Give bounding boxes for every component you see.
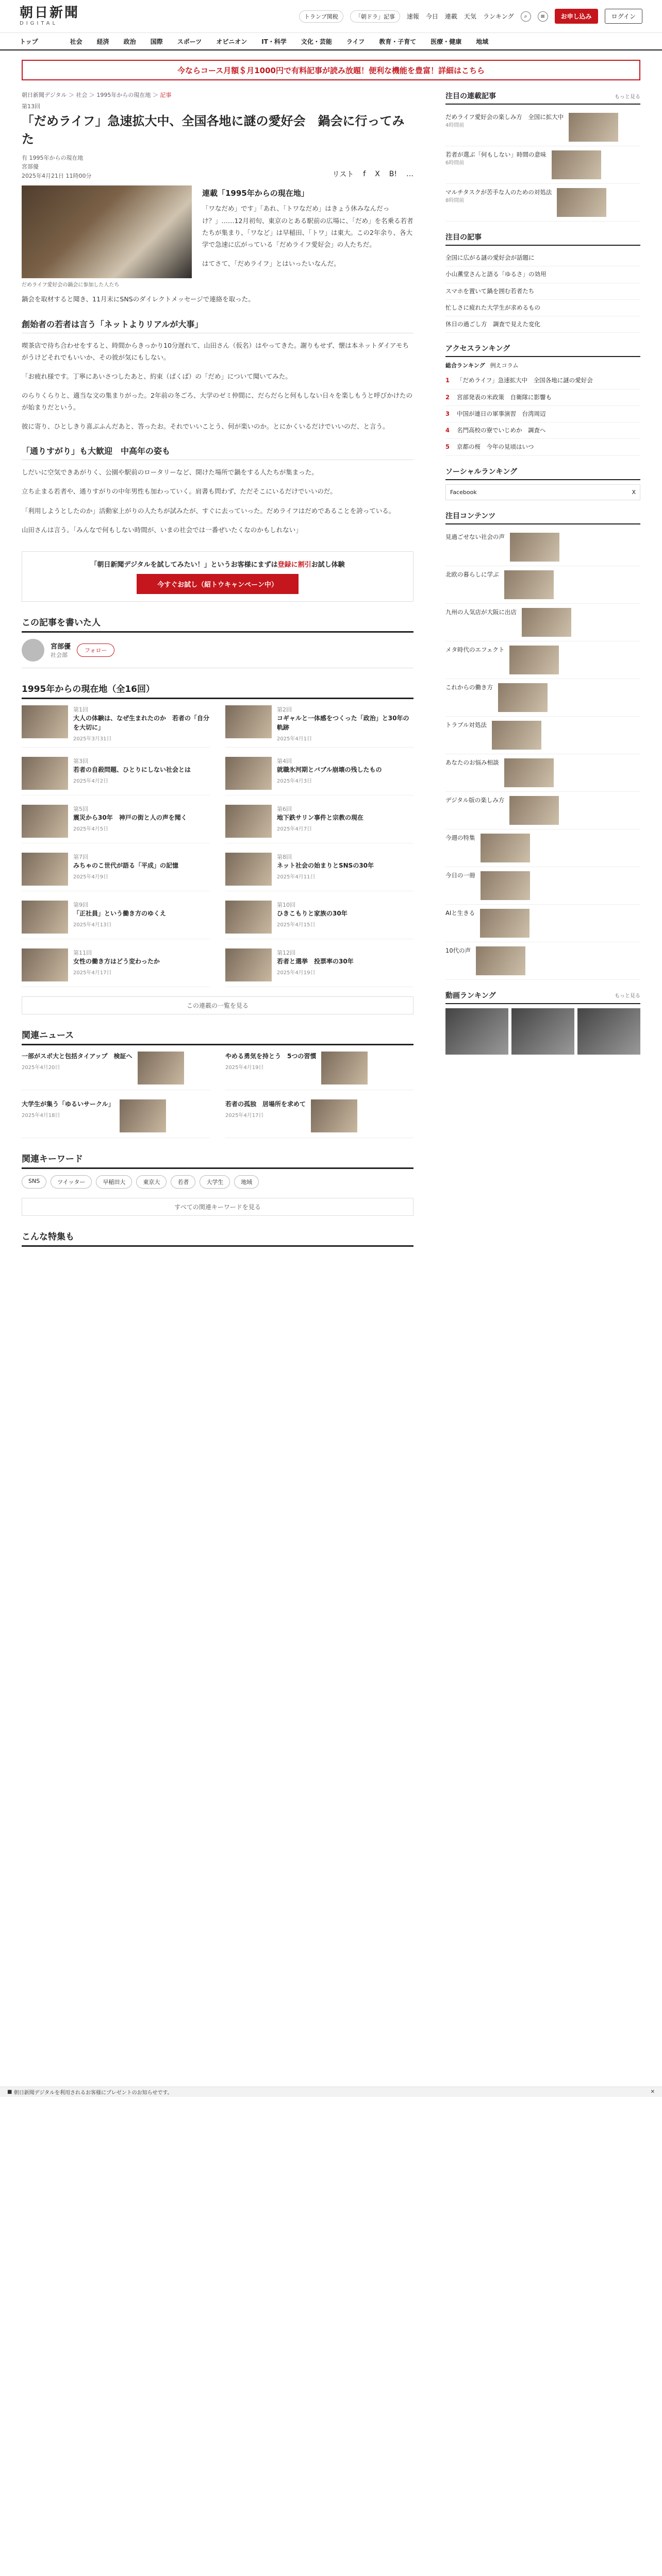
series-card[interactable]: 第11回 女性の働き方はどう変わったか 2025年4月17日 (22, 948, 210, 987)
facebook-icon[interactable]: Facebook (450, 488, 477, 496)
related-heading: 関連ニュース (22, 1028, 413, 1045)
thumbnail (22, 705, 68, 738)
sidebar-heading: アクセスランキング (445, 343, 640, 357)
tab-column[interactable]: 例えコラム (490, 362, 519, 369)
author-heading: この記事を書いた人 (22, 615, 413, 633)
content-item[interactable]: 北欧の暮らしに学ぶ (445, 566, 640, 604)
series-more-link[interactable]: この連載の一覧を見る (22, 996, 413, 1014)
thumbnail (225, 901, 272, 934)
series-card[interactable]: 第4回 就職氷河期とバブル崩壊の残したもの 2025年4月3日 (225, 757, 413, 795)
util-link-today[interactable]: 今日 (425, 13, 438, 20)
related-card[interactable]: やめる勇気を持とう 5つの習慣 2025年4月19日 (225, 1052, 413, 1090)
article-title: 「だめライフ」急速拡大中、全国各地に謎の愛好会 鍋会に行ってみた (22, 113, 405, 146)
more-icon[interactable]: … (406, 170, 413, 179)
author-role: 社会部 (51, 652, 68, 659)
sidebar-heading: 動画ランキング もっと見る (445, 990, 640, 1004)
social-widget (445, 484, 640, 500)
publish-date: 2025年4月21日 11時00分 (22, 172, 92, 179)
paragraph: 「ワなだめ」です」「あれ、「トワなだめ」はきょう休みなんだっけ？」……12月初旬、東京のとある駅前の広場に、「だめ」を名乗る若者たちが集まり、「ワなど」は早稲田、「トワ」は東大。この2年余り、各大学で急速に広がっている「だめライフ愛好会」の人たちだ。 (202, 205, 413, 248)
sidebar-heading: 注目の連載記事 もっと見る (445, 91, 640, 105)
series-card[interactable]: 第10回 ひきこもりと家族の30年 2025年4月15日 (225, 901, 413, 939)
thumbnail (22, 853, 68, 886)
content-item[interactable]: これからの働き方 (445, 679, 640, 717)
util-link-drama[interactable]: 「朝ドラ」記事 (350, 10, 400, 23)
subscribe-button[interactable]: お申し込み (555, 9, 598, 24)
keyword-heading: 関連キーワード (22, 1151, 413, 1169)
gnav-item[interactable]: IT・科学 (261, 38, 287, 45)
article-photo[interactable] (22, 185, 192, 278)
sidebar (445, 91, 640, 1253)
content-item[interactable]: AIと生きる (445, 905, 640, 942)
sidebar-heading: 注目の記事 (445, 232, 640, 246)
series-card[interactable]: 第5回 震災から30年 神戸の街と人の声を聞く 2025年4月5日 (22, 805, 210, 843)
breadcrumb-item[interactable]: 朝日新聞デジタル (22, 92, 67, 98)
paragraph: 喫茶店で待ち合わせをすると、時間からきっかり10分遅れて、山田さん（仮名）はやってきた。謝りもせず、懐は本ネットダイアモちがうけどそれでもいいか、その彼が気にもしない。 (22, 341, 409, 361)
thumbnail (225, 853, 272, 886)
info-icon: ■ (7, 2089, 14, 2095)
paragraph: 「お疲れ様です。丁寧にあいさつしたあと、約束（ぱくぱ）の「だめ」について聞いてみた。 (22, 372, 292, 380)
paragraph: のらりくらりと、適当な文の集まりがった。2年前の冬ごろ、大学のゼミ仲間に、だらだらと何もしない日々を楽しもうと呼びかけたのが始まりだという。 (22, 391, 412, 411)
bookmark-icon[interactable]: リスト (332, 171, 354, 179)
thumbnail (22, 805, 68, 838)
site-logo[interactable]: 朝日新聞 DIGITAL (20, 5, 80, 26)
content-item[interactable]: 九州の人気店が大阪に出店 (445, 604, 640, 641)
photo-caption: だめライフ愛好会の鍋会に参加した人たち (22, 282, 120, 289)
paragraph: 鍋会を取材すると聞き、11月末にSNSのダイレクトメッセージで連絡を取った。 (22, 295, 255, 303)
article-column (22, 91, 413, 1253)
follow-button[interactable]: フォロー (77, 643, 114, 657)
breadcrumb-item[interactable]: 社会 (76, 92, 88, 98)
sidebar-heading: ソーシャルランキング (445, 466, 640, 480)
site-header (0, 0, 662, 33)
thumbnail (120, 1099, 166, 1132)
popular-item[interactable]: 小山薫堂さんと語る「ゆるさ」の効用 (445, 266, 640, 283)
util-link-weather[interactable]: 天気 (464, 13, 476, 20)
series-number: 第13回 (22, 103, 40, 110)
content-item[interactable]: デジタル版の楽しみ方 (445, 792, 640, 829)
related-card[interactable]: 一部がスポ大と包括タイアップ 検証へ 2025年4月20日 (22, 1052, 210, 1090)
gnav-item[interactable]: オピニオン (216, 38, 247, 45)
thumbnail (22, 757, 68, 790)
gnav-item[interactable]: ライフ (346, 38, 365, 45)
thumbnail (225, 805, 272, 838)
global-nav (0, 33, 662, 50)
ranking-item[interactable]: 1 「だめライフ」急速拡大中 全国各地に謎の愛好会 (445, 372, 640, 389)
search-icon[interactable]: ⌕ (521, 11, 531, 22)
series-list (22, 705, 413, 987)
thumbnail (557, 188, 606, 217)
popular-item[interactable]: 休日の過ごし方 調査で見えた変化 (445, 316, 640, 333)
content-item[interactable]: あなたのお悩み相談 (445, 754, 640, 792)
section-heading: 「通りすがり」も大歓迎 中高年の姿も (22, 445, 413, 460)
content-item[interactable]: 今週の特集 (445, 829, 640, 867)
gnav-item[interactable]: 国際 (150, 38, 163, 45)
gnav-item[interactable]: トップ (20, 38, 38, 45)
special-heading: こんな特集も (22, 1229, 413, 1247)
series-card[interactable]: 第7回 みちゃのこ世代が語る「平成」の記憶 2025年4月9日 (22, 853, 210, 891)
content-item[interactable]: メタ時代のエフェクト (445, 641, 640, 679)
breadcrumb: 朝日新聞デジタル ＞ 社会 ＞ 1995年からの現在地 ＞ 記事 (22, 92, 172, 98)
sidebar-heading: 注目コンテンツ (445, 511, 640, 524)
hatena-icon[interactable]: B! (389, 170, 397, 179)
content-item[interactable]: 今日の一冊 (445, 867, 640, 905)
paragraph: 山田さんは言う。「みんなで何もしない時間が、いまの社会では一番ぜいたくなのかもしれない」 (22, 526, 302, 534)
keyword-tag[interactable]: 地域 (234, 1175, 259, 1189)
gnav-item[interactable]: 医療・健康 (431, 38, 462, 45)
thumbnail (225, 705, 272, 738)
sidebar-item[interactable]: 若者が選ぶ「何もしない」時間の意味 6時間前 (445, 146, 640, 184)
paragraph: はてさて、「だめライフ」とはいったいなんだ。 (202, 259, 340, 267)
series-name[interactable]: 有 1995年からの現在地 (22, 154, 84, 161)
paragraph: しだいに空気できあがりく、公園や駅前のロータリーなど、開けた場所で鍋をする人たちが集まった。 (22, 468, 318, 477)
ranking-item[interactable]: 3 中国が連日の軍事演習 台湾周辺 (445, 406, 640, 422)
related-card[interactable]: 若者の孤独 居場所を求めて 2025年4月17日 (225, 1099, 413, 1138)
related-list (22, 1052, 413, 1138)
util-link-tariff[interactable]: トランプ関税 (299, 10, 343, 23)
popular-item[interactable]: スマホを置いて鍋を囲む若者たち (445, 283, 640, 300)
ranking-item[interactable]: 2 宮部発表の米政策 自衛隊に影響も (445, 389, 640, 406)
popular-item[interactable]: 忙しさに疲れた大学生が求めるもの (445, 300, 640, 316)
promo-banner[interactable]: 今ならコース月額＄月1000円で有料記事が読み放題！便利な機能を豊富！詳細はこちら (22, 60, 640, 80)
series-card[interactable]: 第12回 若者と選挙 投票率の30年 2025年4月19日 (225, 948, 413, 987)
byline[interactable]: 宮部優 (22, 163, 39, 171)
series-card[interactable]: 第2回 コギャルと一体感をつくった「政治」と30年の軌跡 2025年4月1日 (225, 705, 413, 748)
trial-cta: 「朝日新聞デジタルを試してみたい！」というお客様にまずは登録に割引お試し体験 今すぐお試し（紹トウキャンペーン中） (22, 551, 413, 602)
video-carousel[interactable] (445, 1008, 640, 1055)
menu-icon[interactable]: ≡ (538, 11, 548, 22)
gnav-item[interactable]: 政治 (123, 38, 136, 45)
thumbnail (225, 757, 272, 790)
thumbnail (311, 1099, 357, 1132)
thumbnail (569, 113, 618, 142)
series-card[interactable]: 第6回 地下鉄サリン事件と宗教の現在 2025年4月7日 (225, 805, 413, 843)
paragraph: 「利用しようとしたのか」活動家上がりの人たちが試みたが、すぐに去っていった。だめライフはだめであることを誇っている。 (22, 506, 395, 515)
series-card[interactable]: 第3回 若者の自殺問題、ひとりにしない社会とは 2025年4月2日 (22, 757, 210, 795)
login-button[interactable]: ログイン (605, 9, 642, 24)
gnav-item[interactable]: スポーツ (177, 38, 202, 45)
author-card (22, 639, 413, 668)
paragraph: 立ち止まる若者や、通りすがりの中年男性も加わっていく。肩書も問わず、ただそこにいるだけでいいのだ。 (22, 487, 337, 496)
content-item[interactable]: トラブル対処法 (445, 717, 640, 754)
keyword-list (22, 1175, 413, 1189)
thumbnail (321, 1052, 368, 1084)
keyword-tag[interactable]: ツイッター (51, 1175, 92, 1189)
section-heading: 創始者の若者は言う「ネットよりリアルが大事」 (22, 318, 413, 333)
x-icon[interactable]: X (375, 170, 380, 179)
series-card[interactable]: 第8回 ネット社会の始まりとSNSの30年 2025年4月11日 (225, 853, 413, 891)
gnav-item[interactable]: 経済 (96, 38, 109, 45)
author-name[interactable]: 宮部優 (51, 643, 71, 651)
gnav-item[interactable]: 社会 (70, 38, 82, 45)
series-card[interactable]: 第1回 大人の体験は、なぜ生まれたのか 若者の「自分を大切に」 2025年3月31日 (22, 705, 210, 748)
facebook-icon[interactable]: f (363, 170, 366, 179)
keyword-tag[interactable]: SNS (22, 1175, 46, 1189)
series-heading[interactable]: 連載「1995年からの現在地」 (202, 189, 309, 198)
keyword-tag[interactable]: 早稲田大 (96, 1175, 132, 1189)
series-card[interactable]: 第9回 「正社員」という働き方のゆくえ 2025年4月13日 (22, 901, 210, 939)
gnav-item[interactable]: 教育・子育て (379, 38, 417, 45)
thumbnail (138, 1052, 184, 1084)
keyword-more-link[interactable]: すべての関連キーワードを見る (22, 1198, 413, 1216)
util-link-ranking[interactable]: ランキング (483, 13, 514, 20)
ranking-item[interactable]: 5 京都の桜 今年の見頃はいつ (445, 439, 640, 455)
popular-item[interactable]: 全国に広がる謎の愛好会が話題に (445, 250, 640, 266)
util-link-series[interactable]: 連載 (444, 13, 457, 20)
gnav-item[interactable]: 地域 (476, 38, 489, 45)
thumbnail (552, 150, 601, 179)
article-lede (202, 185, 413, 288)
close-icon[interactable]: ✕ (650, 2089, 655, 2095)
keyword-tag[interactable]: 東京大 (136, 1175, 167, 1189)
thumbnail (22, 901, 68, 934)
utility-nav (299, 9, 642, 24)
keyword-tag[interactable]: 大学生 (200, 1175, 230, 1189)
x-icon[interactable]: X (632, 488, 636, 496)
avatar[interactable] (22, 639, 44, 662)
breadcrumb-item: 記事 (160, 92, 172, 98)
ranking-item[interactable]: 4 名門高校の寮でいじめか 調査へ (445, 422, 640, 439)
content-item[interactable]: 見過ごせない社会の声 (445, 529, 640, 566)
thumbnail (22, 948, 68, 981)
content-item[interactable]: 10代の声 (445, 942, 640, 980)
related-card[interactable]: 大学生が集う「ゆるいサークル」 2025年4月18日 (22, 1099, 210, 1138)
breadcrumb-item[interactable]: 1995年からの現在地 (96, 92, 151, 98)
cookie-notice: ■ 朝日新聞デジタルを利用されるお客様にプレゼントのお知らせです。 ✕ (0, 2087, 662, 2097)
sidebar-item[interactable]: マルチタスクが苦手な人のための対処法 8時間前 (445, 184, 640, 222)
paragraph: 彼に寄り、ひとしきり喜ぶふんだあと、答ったお。それでいいことう、何が楽いのか。とにかくいるだけでいいのだ、と言う。 (22, 422, 389, 431)
gnav-item[interactable]: 文化・芸能 (301, 38, 332, 45)
sidebar-item[interactable]: だめライフ愛好会の楽しみ方 全国に拡大中 4時間前 (445, 109, 640, 146)
thumbnail (225, 948, 272, 981)
tab-overall[interactable]: 総合ランキング (445, 362, 485, 369)
series-list-heading: 1995年からの現在地（全16回） (22, 682, 413, 699)
keyword-tag[interactable]: 若者 (171, 1175, 195, 1189)
article-body (22, 293, 413, 535)
util-link-breaking[interactable]: 速報 (406, 13, 419, 20)
trial-button[interactable]: 今すぐお試し（紹トウキャンペーン中） (137, 574, 299, 594)
